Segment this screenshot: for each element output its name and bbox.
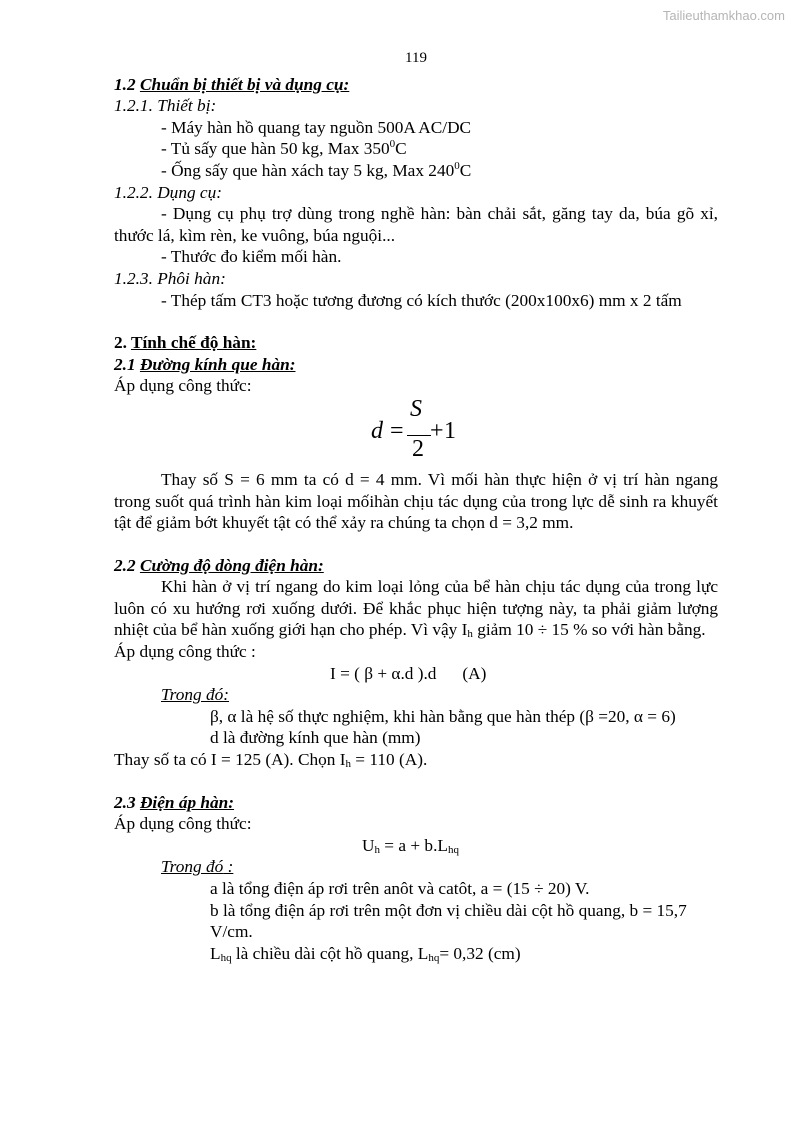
workpiece-item: - Thép tấm CT3 hoặc tương đương có kích thước (200x100x6) mm x 2 tấm (161, 290, 682, 310)
section-2-2-title: Cường độ dòng điện hàn: (139, 555, 324, 575)
section-2-1-heading (114, 354, 718, 376)
watermark: Tailieuthamkhao.com (662, 8, 785, 23)
substitution-line: Thay số ta có I = 125 (A). Chọn $I_h = 110$ (A). (114, 750, 428, 771)
section-1-2-num: 1.2 (114, 74, 136, 94)
apply-formula-label-2: Áp dụng công thức : (114, 642, 256, 662)
voltage-formula: $U_h = a + b.L_{hq}$ (362, 835, 459, 856)
section-2-3-heading (114, 792, 718, 814)
where-label: Trong đó: (161, 685, 230, 705)
equipment-item-1: - Máy hàn hồ quang tay nguồn 500A AC/DC (161, 117, 472, 137)
section-1-2-heading (114, 74, 718, 96)
section-1-2-1-title: 1.2.1. Thiết bị: (114, 96, 217, 116)
formula-lhs: d (371, 417, 383, 444)
formula-one: 1 (444, 417, 456, 444)
apply-formula-label-3: Áp dụng công thức: (114, 814, 252, 834)
section-2-title: Tính chế độ hàn: (130, 333, 257, 353)
section-2-2-num: 2.2 (114, 555, 136, 575)
where-line-1: β, α là hệ số thực nghiệm, khi hàn bằng que hàn thép (β =20, α = 6) (210, 706, 676, 726)
section-2-heading (114, 332, 718, 354)
document-page (114, 48, 718, 964)
where-line-2: d là đường kính que hàn (mm) (210, 728, 421, 748)
where2-line-2: b là tổng điện áp rơi trên một đơn vị chiều dài cột hồ quang, b = 15,7 V/cm. (210, 900, 687, 942)
section-2-1-num: 2.1 (114, 354, 136, 374)
section-1-2-title: Chuẩn bị thiết bị và dụng cụ: (139, 74, 350, 94)
section-2-2-heading (114, 555, 718, 577)
tools-item-2: - Thước đo kiểm mối hàn. (161, 247, 342, 267)
section-2-3-title: Điện áp hàn: (139, 792, 235, 812)
equipment-item-2: - Tủ sấy que hàn 50 kg, Max $350^0C$ (161, 138, 407, 159)
section-2-num: 2. (114, 333, 127, 353)
formula-denominator: 2 (412, 435, 424, 462)
formula-numerator: S (410, 395, 422, 422)
tools-item-1: - Dụng cụ phụ trợ dùng trong nghề hàn: bàn chải sắt, găng tay da, búa gõ xỉ, thước lá, kìm rèn, ke vuông, búa nguội... (114, 204, 718, 245)
page-number: 119 (405, 50, 427, 66)
diameter-paragraph: Thay số S = 6 mm ta có d = 4 mm. Vì mối hàn thực hiện ở vị trí hàn ngang trong suốt quá trình hàn kim loại mốihàn chịu tác dụng của trong lực dễ sinh ra khuyết tật để giảm bớt khuyết tật có thể xảy ra chúng ta chọn d = 3,2 mm. (114, 469, 718, 533)
section-2-1-title: Đường kính que hàn: (139, 354, 296, 374)
where2-line-3: $L_{hq}$ là chiều dài cột hồ quang, $L_{hq}= 0,32$ (cm) (210, 943, 521, 964)
where2-line-1: a là tổng điện áp rơi trên anôt và catôt, a = (15 ÷ 20) V. (210, 879, 590, 898)
where-label-2: Trong đó : (161, 857, 234, 877)
equipment-item-3: - Ống sấy que hàn xách tay 5 kg, Max $240^0C$ (161, 159, 472, 180)
current-formula: I = ( β + α.d ).d (A) (330, 663, 487, 683)
section-2-3-num: 2.3 (114, 792, 136, 812)
section-1-2-3-title: 1.2.3. Phôi hàn: (114, 268, 226, 288)
current-paragraph: Khi hàn ở vị trí ngang do kim loại lỏng của bể hàn chịu tác dụng của trong lực luôn có xu hướng rơi xuống dưới. Để khắc phục hiện tượng này, ta phải giảm lượng nhiệt của bể hàn xuống giới hạn cho phép. Vì vậy $I_h$ giảm 10 ÷ 15 % so với hàn bằng. (114, 577, 718, 641)
apply-formula-label: Áp dụng công thức: (114, 376, 252, 396)
diameter-formula (114, 395, 718, 465)
formula-plus: + (430, 417, 444, 444)
formula-equals: = (390, 417, 404, 444)
section-1-2-2-title: 1.2.2. Dụng cụ: (114, 182, 222, 202)
